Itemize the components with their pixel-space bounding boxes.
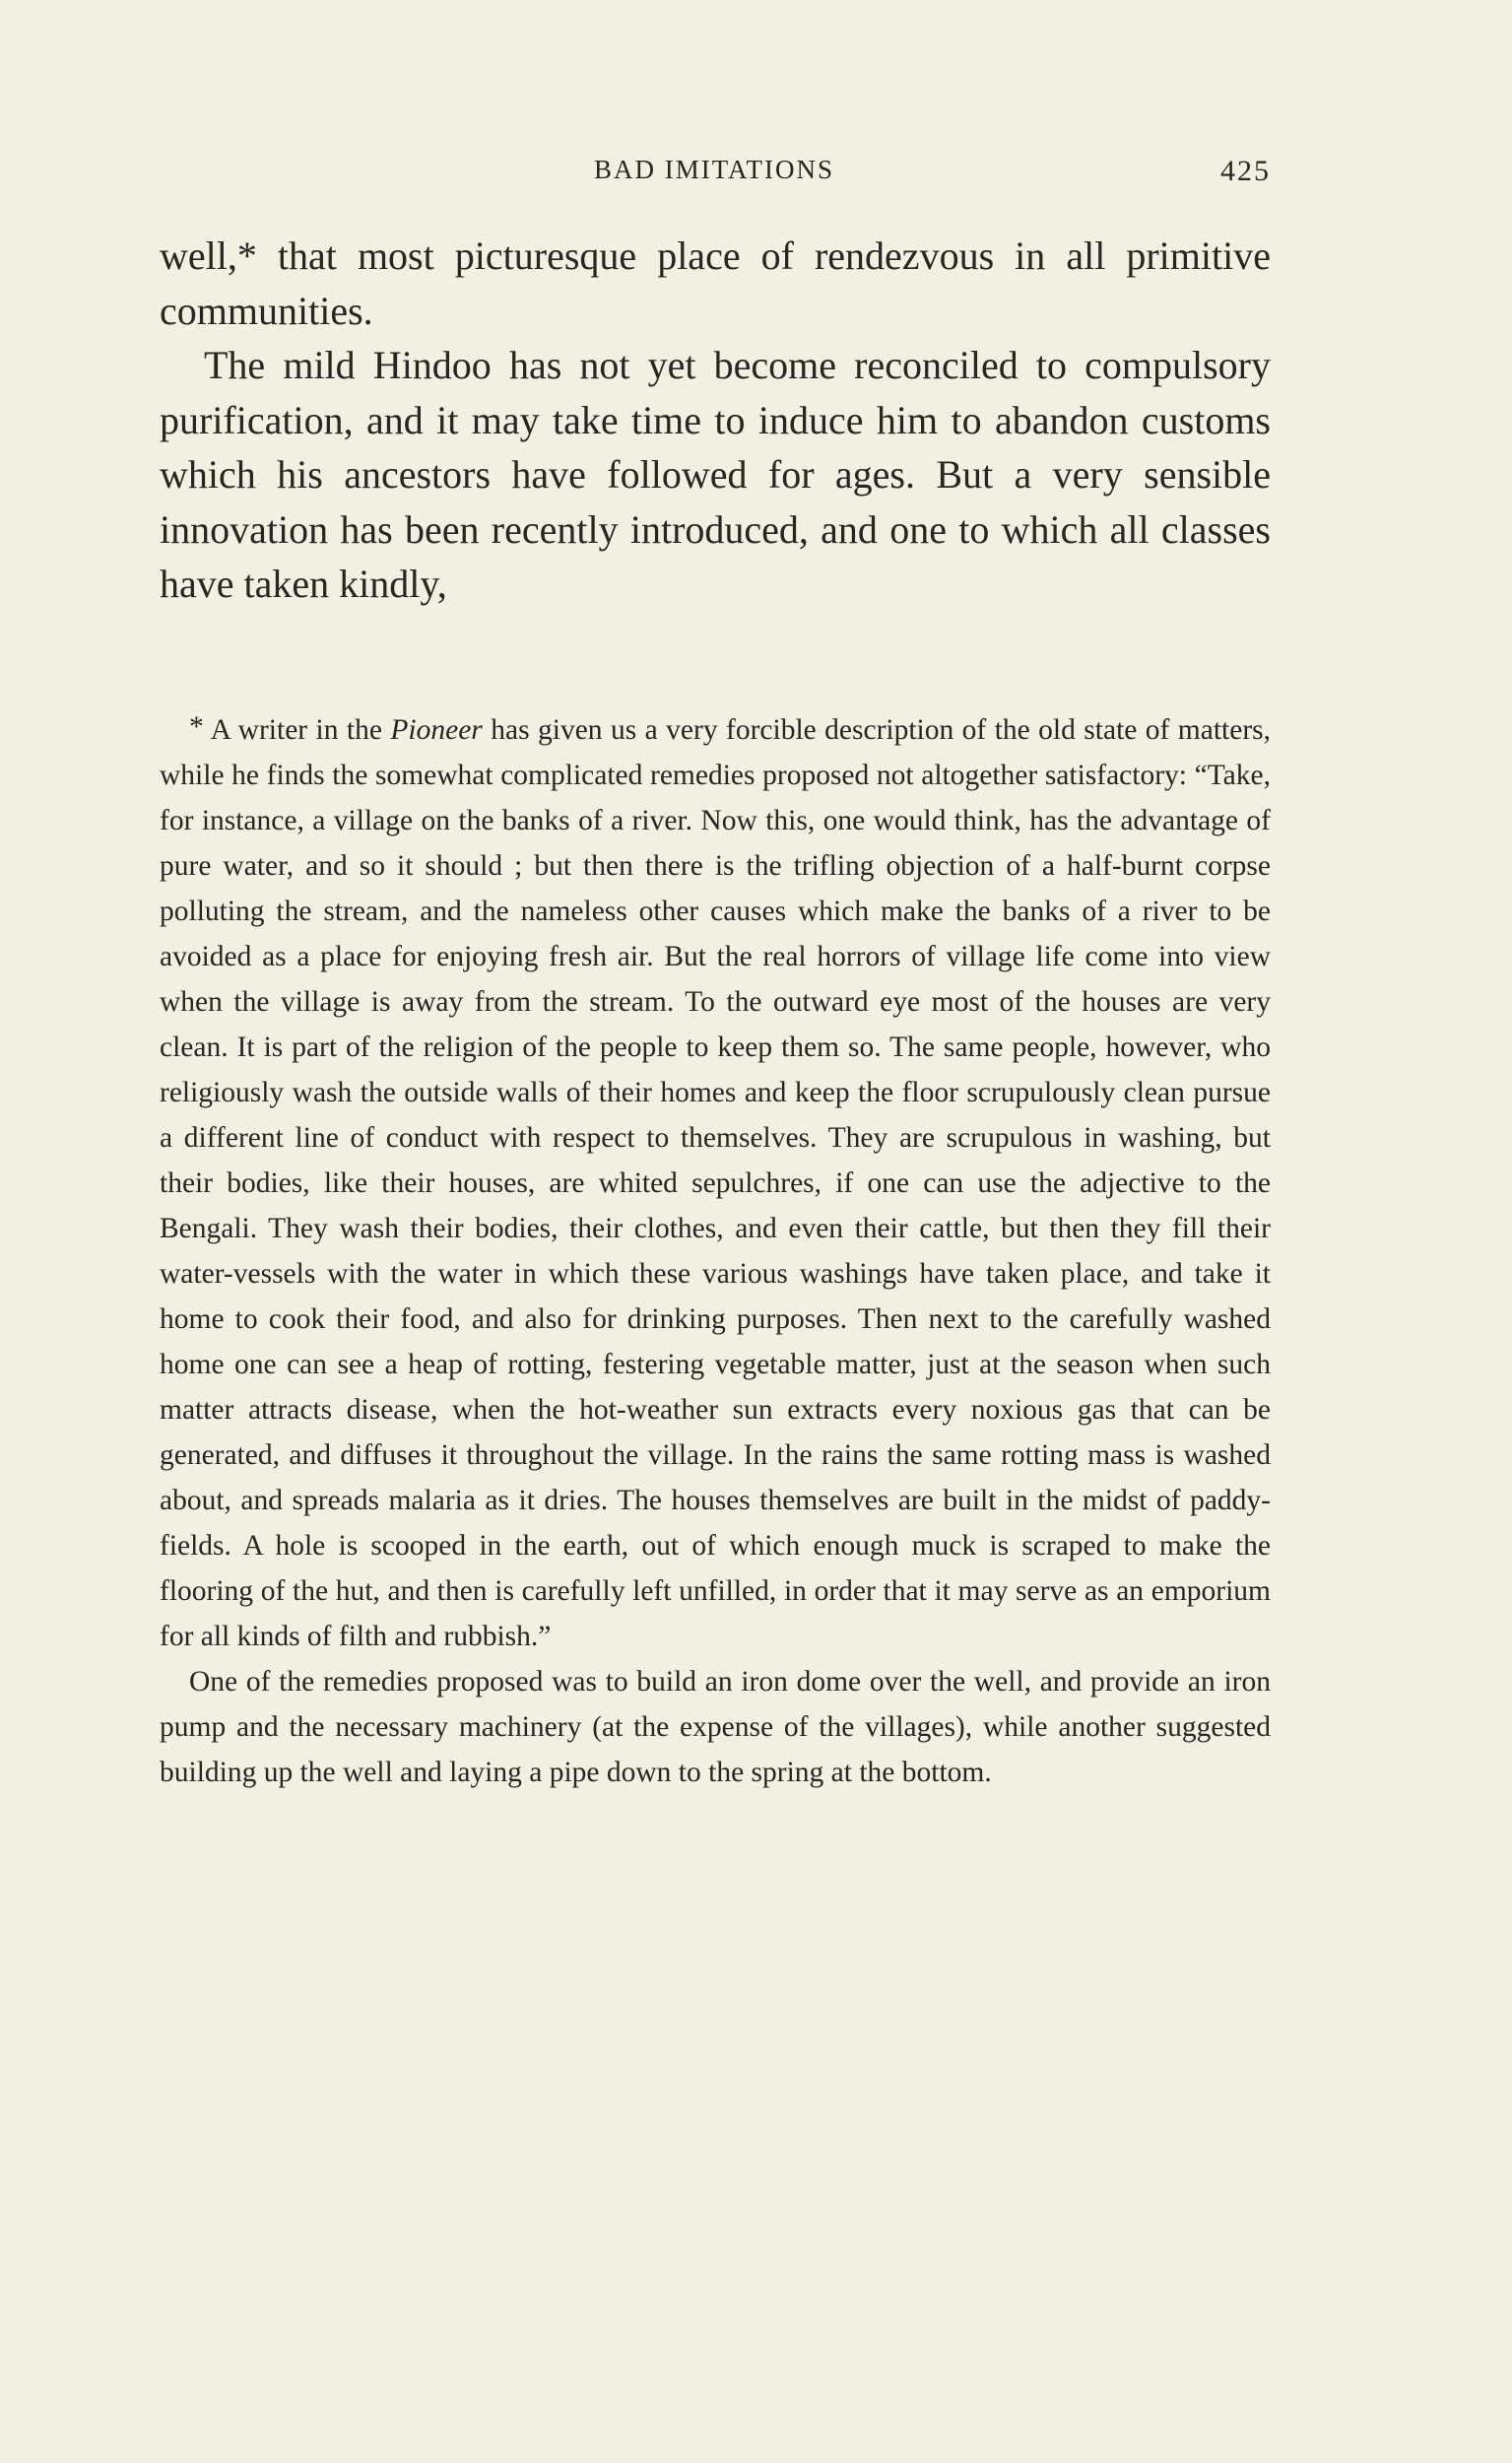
body-paragraph-2: The mild Hindoo has not yet become reconciled to compulsory purification, and it may take time to induce him to abandon customs which his ancestors have followed for ages. But a very sensible innovation has been recently introduced, and one to which all classes have taken kindly, xyxy=(160,343,1271,606)
footnote xyxy=(160,707,1271,1795)
footnote-paragraph-2: One of the remedies proposed was to build an iron dome over the well, and provide an iron pump and the necessary machinery (at the expense of the villages), while another suggested building up the well and laying a pipe down to the spring at the bottom. xyxy=(160,1666,1271,1788)
footnote-lead: A writer in the xyxy=(210,714,382,746)
footnote-paragraph-1 xyxy=(160,707,1271,1659)
page-number: 425 xyxy=(1220,155,1271,187)
body-text xyxy=(160,229,1271,612)
running-head xyxy=(158,150,1271,189)
footnote-publication: Pioneer xyxy=(390,714,483,746)
footnote-text: has given us a very forcible description of the old state of matters, while he finds the somewhat complicated remedies proposed not altogether satisfactory: “Take, for instance, a village on the banks of a river. Now this, one would think, has the advantage of pure water, and so it should ; but then there is the trifling objection of a half-burnt corpse polluting the stream, and the nameless other causes which make the banks of a river to be avoided as a place for enjoying fresh air. But the real horrors of village life come into view when the village is away from the stream. To the outward eye most of the houses are very clean. It is part of the religion of the people to keep them so. The same people, however, who religiously wash the outside walls of their homes and keep the floor scrupulously clean pursue a different line of conduct with respect to themselves. They are scrupulous in washing, but their bodies, like their houses, are whited sepulchres, if one can use the adjective to the Bengali. They wash their bodies, their clothes, and even their cattle, but then they fill their water-vessels with the water in which these various washings have taken place, and take it home to cook their food, and also for drinking purposes. Then next to the carefully washed home one can see a heap of rotting, festering vegetable matter, just at the season when such matter attracts disease, when the hot-weather sun extracts every noxious gas that can be generated, and diffuses it throughout the village. In the rains the same rotting mass is washed about, and spreads malaria as it dries. The houses themselves are built in the midst of paddy-fields. A hole is scooped in the earth, out of which enough muck is scraped to make the flooring of the hut, and then is carefully left unfilled, in order that it may serve as an emporium for all kinds of filth and rubbish.” xyxy=(160,714,1271,1652)
body-paragraph-1: well,* that most picturesque place of rendezvous in all primitive communities. xyxy=(160,233,1271,333)
running-title: BAD IMITATIONS xyxy=(593,155,835,184)
footnote-marker: * xyxy=(189,711,204,743)
